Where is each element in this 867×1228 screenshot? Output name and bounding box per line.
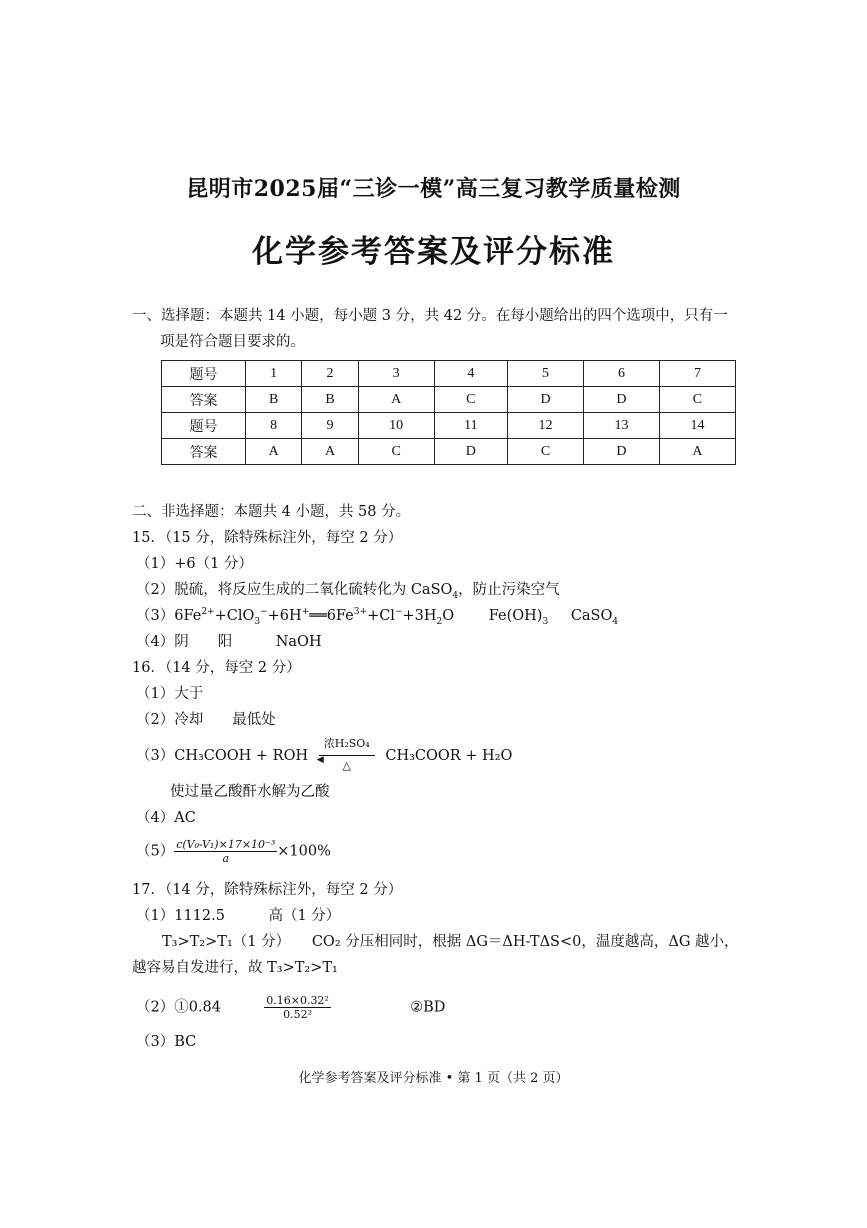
table-row xyxy=(162,387,736,413)
q17-answer-1: （1）1112.5 高（1 分） xyxy=(136,908,341,924)
table-cell: A xyxy=(659,439,735,465)
table-cell: 2 xyxy=(302,361,358,387)
table-cell: C xyxy=(434,387,507,413)
q16-answer-4: （4）AC xyxy=(136,810,196,826)
q16-answer-5-suffix: ×100% xyxy=(277,843,331,860)
table-row xyxy=(162,413,736,439)
table-cell: C xyxy=(508,439,584,465)
table-cell: A xyxy=(246,439,302,465)
q16-answer-5-label: （5） xyxy=(136,843,175,860)
q15-header: 15．（15 分，除特殊标注外，每空 2 分） xyxy=(132,530,403,546)
answer-table xyxy=(161,360,736,465)
q17-answer-3: （3）BC xyxy=(136,1034,197,1050)
q17-answer-2-label: （2）①0.84 xyxy=(136,999,222,1016)
table-cell: D xyxy=(583,439,659,465)
q15-answer-2-text: （2）脱硫，将反应生成的二氧化硫转化为 CaSO xyxy=(136,582,453,598)
table-cell: C xyxy=(358,439,434,465)
table-cell: 10 xyxy=(358,413,434,439)
q16-fraction xyxy=(174,838,277,865)
table-cell: A xyxy=(302,439,358,465)
q15-product-1: Fe(OH) xyxy=(488,608,543,624)
table-cell: C xyxy=(659,387,735,413)
q16-answer-3 xyxy=(136,737,513,772)
q15-product-2: CaSO xyxy=(570,608,613,624)
table-cell: 5 xyxy=(508,361,584,387)
table-cell: D xyxy=(434,439,507,465)
table-cell: 13 xyxy=(583,413,659,439)
fraction-denominator: 0.52² xyxy=(283,1008,312,1021)
q16-answer-3-label: （3） xyxy=(136,748,175,764)
table-cell: 3 xyxy=(358,361,434,387)
table-cell: 9 xyxy=(302,413,358,439)
q16-header: 16．（14 分，每空 2 分） xyxy=(132,660,301,676)
q16-products: CH₃COOR + H₂O xyxy=(385,748,513,764)
document-subtitle: 化学参考答案及评分标准 xyxy=(252,234,615,270)
reaction-arrow xyxy=(316,737,375,772)
table-cell: D xyxy=(508,387,584,413)
table-cell: 1 xyxy=(246,361,302,387)
table-cell: 题号 xyxy=(162,413,246,439)
part1-heading-cont: 项是符合题目要求的。 xyxy=(160,334,305,350)
document-title: 昆明市2025届“三诊一模”高三复习教学质量检测 xyxy=(186,176,681,202)
part1-heading: 一、选择题：本题共 14 小题，每小题 3 分，共 42 分。在每小题给出的四个选项中，只有一 xyxy=(132,308,728,324)
table-cell: 答案 xyxy=(162,439,246,465)
table-cell: 6 xyxy=(583,361,659,387)
q16-answer-1: （1）大于 xyxy=(136,686,204,702)
table-cell: 14 xyxy=(659,413,735,439)
reaction-condition-bottom: △ xyxy=(342,759,351,772)
q15-product-2-sub: 4 xyxy=(612,616,619,627)
q15-answer-1: （1）+6（1 分） xyxy=(136,556,253,572)
part2-heading: 二、非选择题：本题共 4 小题，共 58 分。 xyxy=(132,504,411,520)
q17-answer-2 xyxy=(136,994,445,1021)
q15-answer-3-label: （3） xyxy=(136,608,175,624)
q17-answer-1-reason: T₃>T₂>T₁（1 分） CO₂ 分压相同时，根据 ΔG＝ΔH-TΔS<0，温度越高，ΔG 越小， xyxy=(162,934,739,950)
table-cell: 题号 xyxy=(162,361,246,387)
q15-answer-2 xyxy=(136,580,560,600)
q15-answer-3 xyxy=(136,606,618,626)
table-cell: 7 xyxy=(659,361,735,387)
table-cell: B xyxy=(246,387,302,413)
fraction-numerator: 0.16×0.32² xyxy=(266,994,329,1007)
table-row xyxy=(162,361,736,387)
table-cell: A xyxy=(358,387,434,413)
table-row xyxy=(162,439,736,465)
table-cell: 答案 xyxy=(162,387,246,413)
q16-answer-3-note: 使过量乙酸酐水解为乙酸 xyxy=(170,784,330,800)
q15-answer-4: （4）阴 阳 NaOH xyxy=(136,634,322,650)
fraction-denominator: a xyxy=(222,852,230,865)
q17-fraction xyxy=(264,994,331,1021)
q15-ionic-equation: $6Fe^{2+}+ClO_3^-+6H^+══6Fe^{3+}+Cl^-+3H_2O$ xyxy=(174,607,455,627)
q15-product-1-sub: 3 xyxy=(542,616,549,627)
fraction-numerator: c(V₀-V₁)×17×10⁻³ xyxy=(176,838,276,851)
q17-answer-1-conclusion: 越容易自发进行，故 T₃>T₂>T₁ xyxy=(132,960,338,976)
reaction-condition-top: 浓H₂SO₄ xyxy=(323,737,370,750)
table-cell: 11 xyxy=(434,413,507,439)
arrow-left-icon: ◀ xyxy=(316,755,324,765)
q16-answer-2: （2）冷却 最低处 xyxy=(136,712,276,728)
table-cell: B xyxy=(302,387,358,413)
q16-reactants: CH₃COOH + ROH xyxy=(174,748,309,764)
q17-answer-2-b: ②BD xyxy=(410,999,446,1016)
q17-header: 17．（14 分，除特殊标注外，每空 2 分） xyxy=(132,882,403,898)
page-footer: 化学参考答案及评分标准 • 第 1 页（共 2 页） xyxy=(298,1071,569,1086)
q16-answer-5 xyxy=(136,838,331,865)
table-cell: 4 xyxy=(434,361,507,387)
table-cell: 12 xyxy=(508,413,584,439)
table-cell: D xyxy=(583,387,659,413)
table-cell: 8 xyxy=(246,413,302,439)
q15-answer-2-suffix: ，防止污染空气 xyxy=(458,582,560,598)
q15-answer-2-sub: 4 xyxy=(452,590,459,601)
